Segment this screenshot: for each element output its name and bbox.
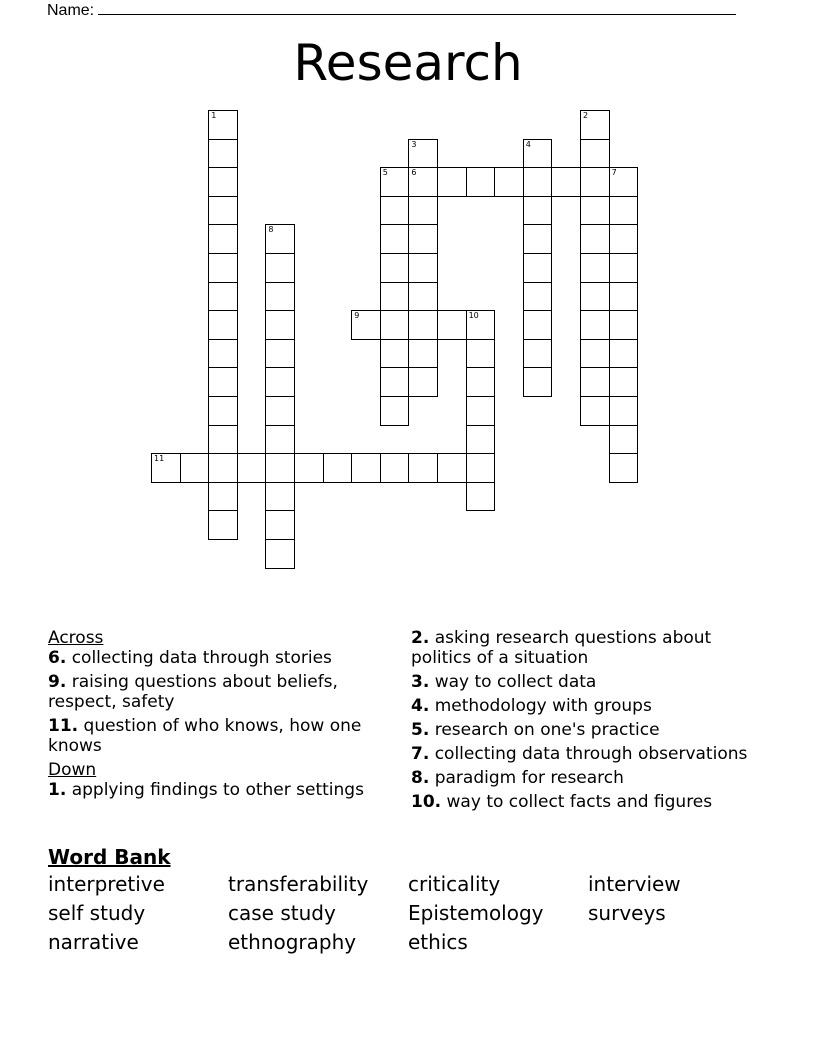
grid-cell[interactable]: [408, 167, 438, 197]
clue-text: applying findings to other settings: [66, 780, 364, 800]
grid-cell[interactable]: [523, 282, 553, 312]
grid-cell[interactable]: [408, 453, 438, 483]
grid-cell[interactable]: [609, 282, 639, 312]
grid-cell[interactable]: [151, 453, 181, 483]
grid-cell[interactable]: [437, 310, 467, 340]
grid-cell[interactable]: [380, 339, 410, 369]
grid-cell[interactable]: [208, 425, 238, 455]
grid-cell[interactable]: [380, 253, 410, 283]
clue-number: 11: [154, 454, 165, 464]
across-heading: Across: [48, 628, 104, 648]
clue-text: methodology with groups: [429, 696, 652, 716]
grid-cell[interactable]: [265, 282, 295, 312]
grid-cell[interactable]: [580, 339, 610, 369]
grid-cell[interactable]: [265, 539, 295, 569]
grid-cell[interactable]: [323, 453, 353, 483]
grid-cell[interactable]: [208, 310, 238, 340]
clue-number-label: 7.: [411, 744, 430, 764]
down-heading: Down: [48, 760, 97, 780]
grid-cell[interactable]: [208, 253, 238, 283]
clue-number-label: 1.: [48, 780, 67, 800]
clue-text: collecting data through stories: [66, 648, 332, 668]
grid-cell[interactable]: [523, 339, 553, 369]
clue-text: raising questions about beliefs, respect, safety: [48, 672, 338, 712]
word-bank-word: self study: [48, 901, 146, 925]
grid-cell[interactable]: [580, 282, 610, 312]
clue-number-label: 2.: [411, 628, 430, 648]
clue-text: paradigm for research: [429, 768, 624, 788]
word-bank-word: criticality: [408, 872, 501, 896]
grid-cell[interactable]: [466, 367, 496, 397]
grid-cell[interactable]: [408, 282, 438, 312]
grid-cell[interactable]: [580, 196, 610, 226]
clue-text: way to collect facts and figures: [441, 792, 713, 812]
grid-cell[interactable]: [351, 310, 381, 340]
grid-cell[interactable]: [523, 367, 553, 397]
clue: [411, 628, 771, 668]
clue-number: 1: [211, 111, 217, 120]
word-bank-title: Word Bank: [48, 845, 171, 869]
grid-cell[interactable]: [380, 167, 410, 197]
clue: [48, 716, 388, 756]
grid-cell[interactable]: [580, 139, 610, 169]
grid-cell[interactable]: [265, 482, 295, 512]
grid-cell[interactable]: [380, 282, 410, 312]
grid-cell[interactable]: [265, 396, 295, 426]
grid-cell[interactable]: [580, 396, 610, 426]
grid-cell[interactable]: [265, 425, 295, 455]
grid-cell[interactable]: [380, 396, 410, 426]
grid-cell[interactable]: [609, 339, 639, 369]
clue: [411, 792, 771, 812]
grid-cell[interactable]: [609, 367, 639, 397]
clue: [411, 672, 771, 692]
clue-number-label: 11.: [48, 716, 79, 736]
word-bank-word: case study: [228, 901, 336, 925]
grid-cell[interactable]: [466, 167, 496, 197]
clue-text: question of who knows, how one knows: [48, 716, 362, 756]
grid-cell[interactable]: [351, 453, 381, 483]
grid-cell[interactable]: [466, 482, 496, 512]
clue-number: 3: [411, 139, 417, 149]
clue-number-label: 5.: [411, 720, 430, 740]
clue-number-label: 3.: [411, 672, 430, 692]
grid-cell[interactable]: [551, 167, 581, 197]
clue-number: 2: [583, 111, 589, 120]
grid-cell[interactable]: [208, 282, 238, 312]
clue: [48, 780, 388, 800]
grid-cell[interactable]: [208, 224, 238, 254]
grid-cell[interactable]: [609, 167, 639, 197]
grid-cell[interactable]: [580, 167, 610, 197]
clue-text: collecting data through observations: [429, 744, 748, 764]
grid-cell[interactable]: [609, 224, 639, 254]
grid-cell[interactable]: [466, 310, 496, 340]
grid-cell[interactable]: [609, 396, 639, 426]
clue: [48, 672, 388, 712]
grid-cell[interactable]: [408, 339, 438, 369]
grid-cell[interactable]: [580, 310, 610, 340]
clue: [48, 648, 388, 668]
grid-cell[interactable]: [609, 453, 639, 483]
grid-cell[interactable]: [408, 224, 438, 254]
clue: [411, 768, 771, 788]
grid-cell[interactable]: [523, 167, 553, 197]
grid-cell[interactable]: [408, 367, 438, 397]
grid-cell[interactable]: [437, 167, 467, 197]
down-clue-list-right: [411, 628, 771, 812]
grid-cell[interactable]: [437, 453, 467, 483]
clue-number-label: 6.: [48, 648, 67, 668]
grid-cell[interactable]: [380, 367, 410, 397]
word-bank-word: ethics: [408, 930, 468, 954]
grid-cell[interactable]: [408, 253, 438, 283]
clue-number: 7: [611, 168, 617, 178]
grid-cell[interactable]: [609, 253, 639, 283]
grid-cell[interactable]: [380, 453, 410, 483]
grid-cell[interactable]: [466, 339, 496, 369]
grid-cell[interactable]: [580, 110, 610, 140]
grid-cell[interactable]: [208, 482, 238, 512]
grid-cell[interactable]: [523, 139, 553, 169]
grid-cell[interactable]: [208, 196, 238, 226]
name-label: Name:: [47, 2, 95, 19]
grid-cell[interactable]: [265, 339, 295, 369]
clues-right-column: [411, 628, 771, 816]
grid-cell[interactable]: [408, 139, 438, 169]
clue-number: 6: [411, 168, 417, 178]
across-clue-list: [48, 648, 388, 756]
grid-cell[interactable]: [609, 196, 639, 226]
grid-cell[interactable]: [466, 453, 496, 483]
grid-cell[interactable]: [265, 453, 295, 483]
grid-cell[interactable]: [265, 510, 295, 540]
grid-cell[interactable]: [523, 196, 553, 226]
grid-cell[interactable]: [580, 224, 610, 254]
clue-number-label: 8.: [411, 768, 430, 788]
grid-cell[interactable]: [494, 167, 524, 197]
grid-cell[interactable]: [208, 139, 238, 169]
grid-cell[interactable]: [208, 510, 238, 540]
grid-cell[interactable]: [523, 310, 553, 340]
word-bank: [48, 873, 788, 954]
clue-number-label: 10.: [411, 792, 442, 812]
grid-cell[interactable]: [180, 453, 210, 483]
grid-cell[interactable]: [208, 396, 238, 426]
grid-cell[interactable]: [523, 253, 553, 283]
clue-number: 8: [268, 225, 274, 235]
grid-cell[interactable]: [380, 310, 410, 340]
down-clue-list-left: [48, 780, 388, 800]
word-bank-word: surveys: [588, 901, 666, 925]
grid-cell[interactable]: [380, 196, 410, 226]
grid-cell[interactable]: [466, 396, 496, 426]
clue: [411, 720, 771, 740]
grid-cell[interactable]: [609, 310, 639, 340]
clue-number: 9: [354, 311, 360, 321]
clue-text: asking research questions about politics of a situation: [411, 628, 712, 668]
clue-text: research on one's practice: [429, 720, 660, 740]
clue-number: 5: [382, 168, 388, 178]
clue-text: way to collect data: [429, 672, 597, 692]
word-bank-word: transferability: [228, 872, 369, 896]
grid-cell[interactable]: [208, 110, 238, 140]
grid-cell[interactable]: [466, 425, 496, 455]
grid-cell[interactable]: [380, 224, 410, 254]
word-bank-word: interview: [588, 872, 681, 896]
clue-number-label: 4.: [411, 696, 430, 716]
grid-cell[interactable]: [208, 167, 238, 197]
word-bank-word: Epistemology: [408, 901, 544, 925]
page-title: Research: [293, 34, 523, 92]
grid-cell[interactable]: [408, 196, 438, 226]
grid-cell[interactable]: [208, 339, 238, 369]
word-bank-word: ethnography: [228, 930, 357, 954]
grid-cell[interactable]: [208, 453, 238, 483]
grid-cell[interactable]: [408, 310, 438, 340]
grid-cell[interactable]: [237, 453, 267, 483]
grid-cell[interactable]: [609, 425, 639, 455]
clue-number: 4: [525, 139, 531, 149]
clues-left-column: [48, 628, 388, 804]
clue: [411, 744, 771, 764]
word-bank-word: narrative: [48, 930, 139, 954]
grid-cell[interactable]: [265, 253, 295, 283]
grid-cell[interactable]: [265, 310, 295, 340]
grid-cell[interactable]: [208, 367, 238, 397]
grid-cell[interactable]: [265, 367, 295, 397]
grid-cell[interactable]: [265, 224, 295, 254]
clue-number: 10: [468, 311, 479, 321]
grid-cell[interactable]: [580, 253, 610, 283]
grid-cell[interactable]: [580, 367, 610, 397]
clue-number-label: 9.: [48, 672, 67, 692]
grid-cell[interactable]: [523, 224, 553, 254]
clue: [411, 696, 771, 716]
word-bank-word: interpretive: [48, 872, 165, 896]
grid-cell[interactable]: [294, 453, 324, 483]
